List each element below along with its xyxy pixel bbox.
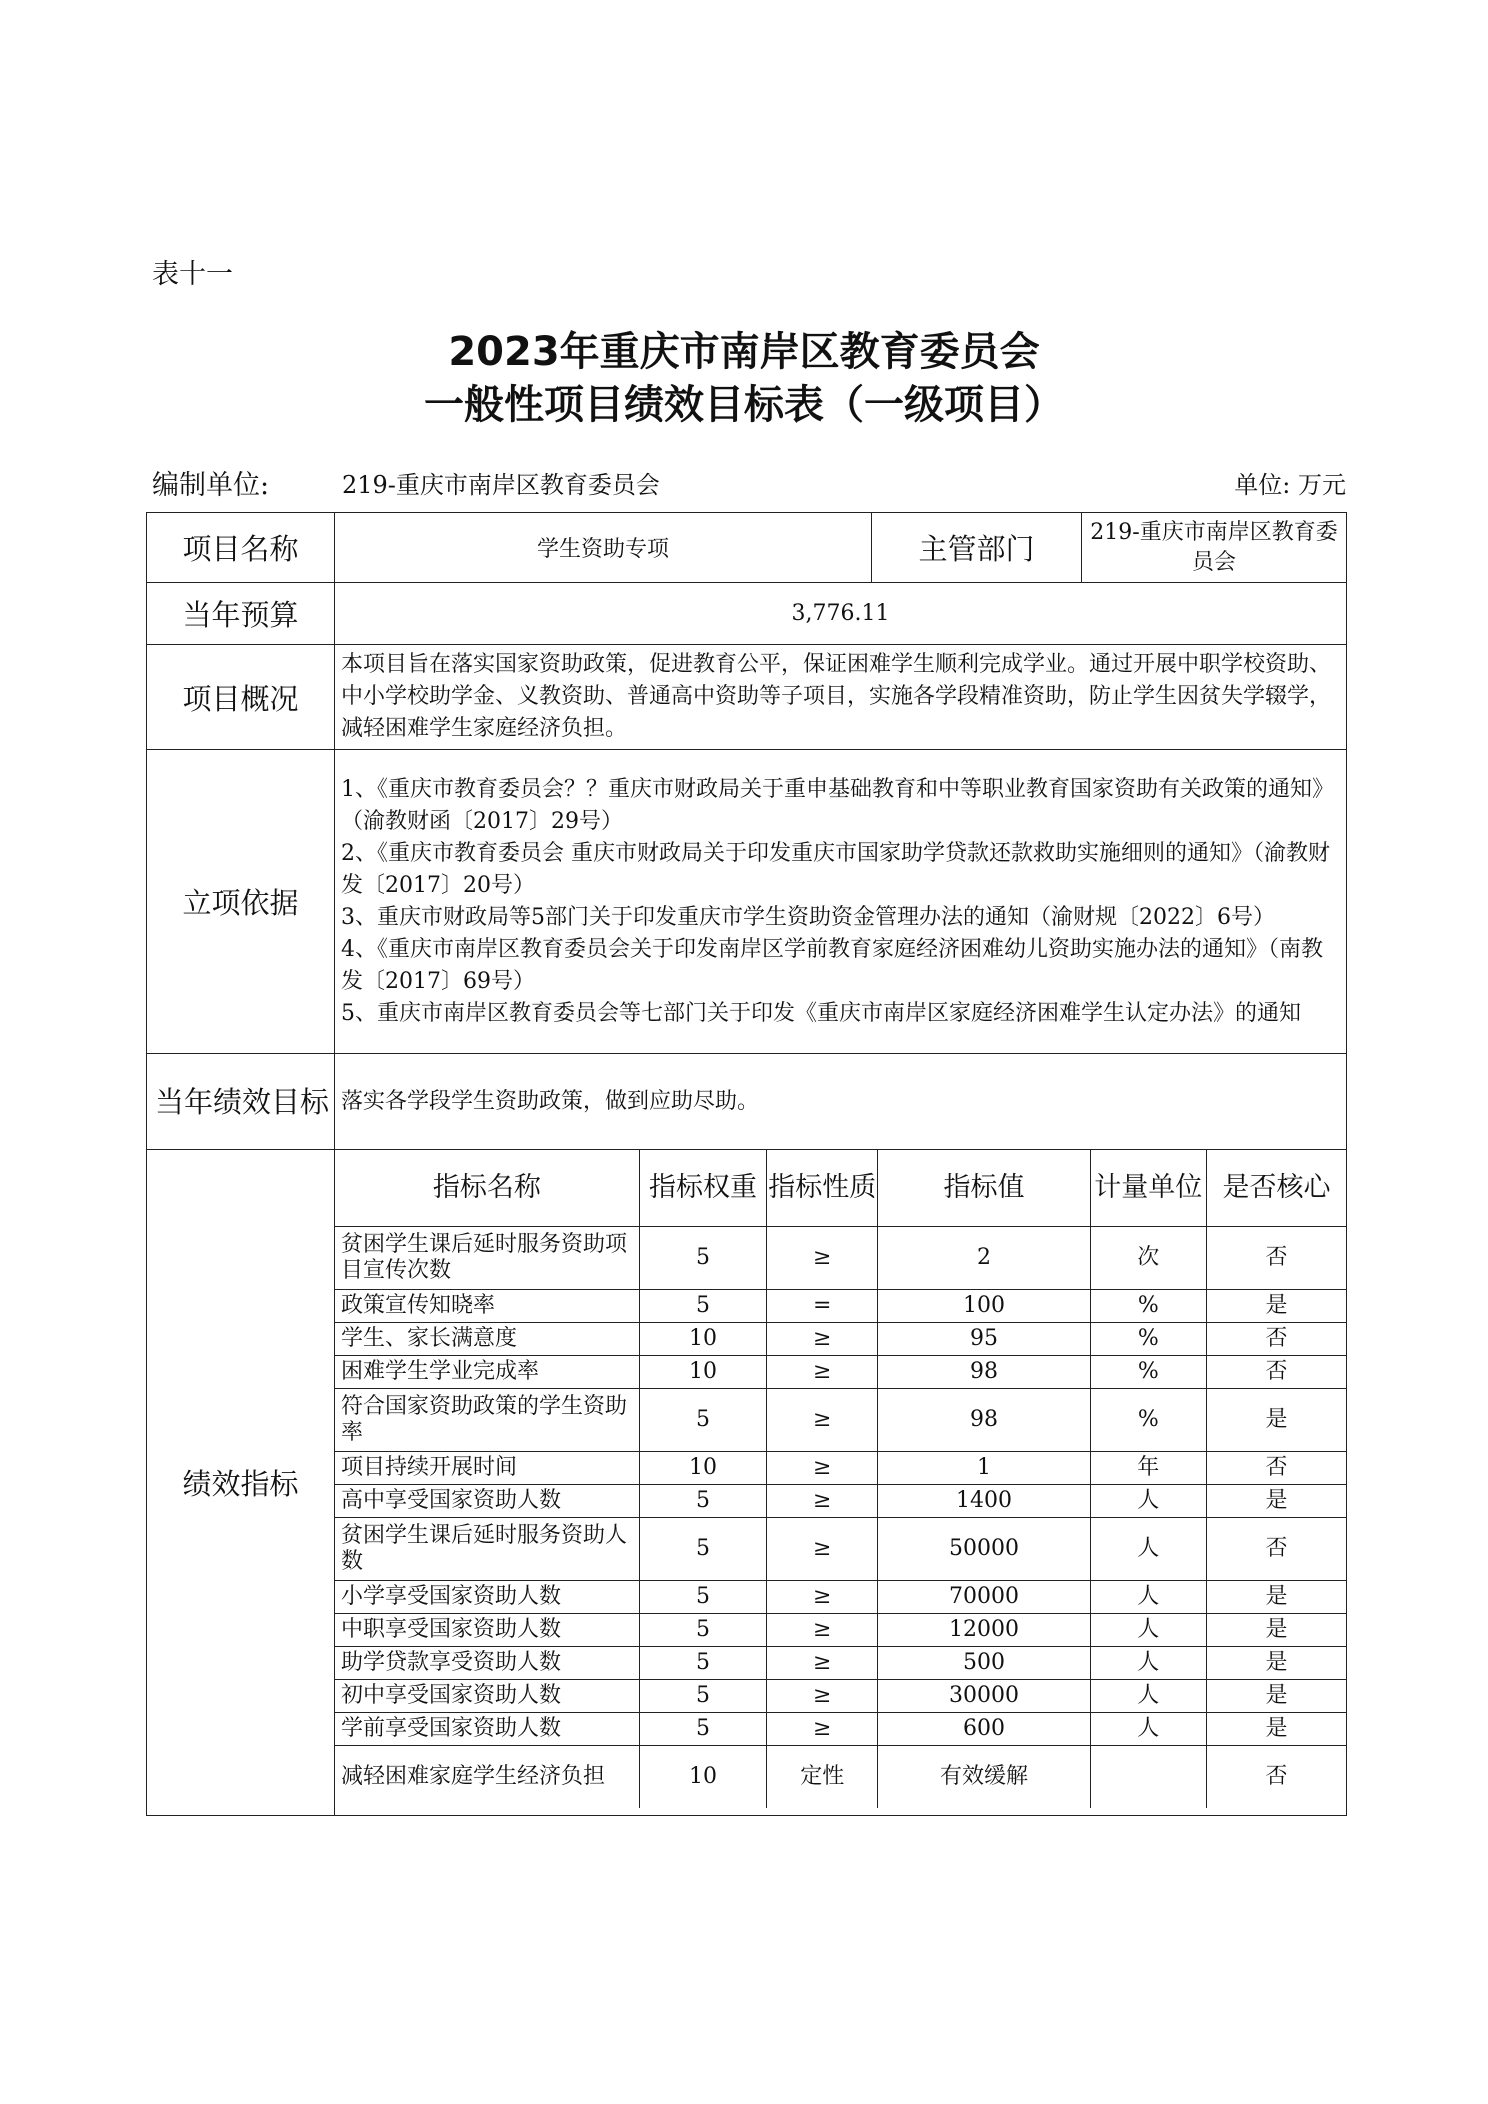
indicator-unit: % [1090,1355,1206,1388]
indicator-core: 否 [1206,1322,1346,1355]
header-indicator-name: 指标名称 [335,1150,639,1226]
overview-label: 项目概况 [147,645,335,750]
goal-label: 当年绩效目标 [147,1054,335,1150]
indicator-value: 50000 [878,1517,1090,1580]
indicator-name: 学前享受国家资助人数 [335,1712,639,1745]
indicator-weight: 5 [639,1289,766,1322]
indicator-core: 是 [1206,1613,1346,1646]
indicator-unit: 次 [1090,1226,1206,1289]
indicator-value: 1400 [878,1484,1090,1517]
indicator-core: 是 [1206,1388,1346,1451]
basis-item: 5、重庆市南岸区教育委员会等七部门关于印发《重庆市南岸区家庭经济困难学生认定办法》的通知 [341,1000,1302,1026]
indicator-section [147,1150,1347,1816]
indicator-row [335,1484,1346,1517]
indicator-row [335,1355,1346,1388]
indicator-nature: ≥ [767,1355,878,1388]
indicator-nature: ≥ [767,1484,878,1517]
indicator-row [335,1289,1346,1322]
indicator-row [335,1646,1346,1679]
dept-label: 主管部门 [872,513,1082,583]
indicator-unit: % [1090,1289,1206,1322]
indicator-row [335,1613,1346,1646]
indicator-core: 是 [1206,1712,1346,1745]
basis-item: 1、《重庆市教育委员会？？重庆市财政局关于重申基础教育和中等职业教育国家资助有关政策的通知》（渝教财函〔2017〕29号） [341,776,1335,834]
indicator-value: 600 [878,1712,1090,1745]
header-core: 是否核心 [1206,1150,1346,1226]
indicator-nature: ≥ [767,1580,878,1613]
compile-unit-name: 219-重庆市南岸区教育委员会 [342,471,660,499]
indicator-name: 中职享受国家资助人数 [335,1613,639,1646]
project-name-label: 项目名称 [147,513,335,583]
indicator-row [335,1517,1346,1580]
document-title-line1: 2023年重庆市南岸区教育委员会 [448,329,1040,375]
indicator-nature: ≥ [767,1679,878,1712]
indicator-name: 学生、家长满意度 [335,1322,639,1355]
basis-row [147,750,1347,1054]
indicator-value: 30000 [878,1679,1090,1712]
indicator-core: 是 [1206,1289,1346,1322]
compile-unit-label: 编制单位: [152,470,270,501]
indicator-table [335,1150,1346,1808]
budget-label: 当年预算 [147,583,335,645]
indicator-weight: 5 [639,1484,766,1517]
indicator-name: 小学享受国家资助人数 [335,1580,639,1613]
dept-value: 219-重庆市南岸区教育委员会 [1082,513,1347,583]
indicator-weight: 5 [639,1580,766,1613]
indicator-unit: 年 [1090,1451,1206,1484]
header-weight: 指标权重 [639,1150,766,1226]
indicator-row [335,1388,1346,1451]
indicator-nature: ≥ [767,1712,878,1745]
indicator-name: 贫困学生课后延时服务资助项目宣传次数 [335,1226,639,1289]
indicator-name: 初中享受国家资助人数 [335,1679,639,1712]
header-value: 指标值 [878,1150,1090,1226]
indicator-weight: 10 [639,1451,766,1484]
indicator-weight: 5 [639,1613,766,1646]
indicator-core: 否 [1206,1745,1346,1808]
indicator-unit: 人 [1090,1580,1206,1613]
indicator-value: 2 [878,1226,1090,1289]
currency-unit: 单位: 万元 [1234,471,1346,499]
indicator-nature: ≥ [767,1226,878,1289]
indicator-name: 减轻困难家庭学生经济负担 [335,1745,639,1808]
indicator-unit: % [1090,1322,1206,1355]
indicator-row [335,1226,1346,1289]
indicator-value: 98 [878,1388,1090,1451]
basis-item: 2、《重庆市教育委员会 重庆市财政局关于印发重庆市国家助学贷款还款救助实施细则的通知》（渝教财发〔2017〕20号） [341,840,1330,898]
indicator-core: 否 [1206,1226,1346,1289]
document-title-line2: 一般性项目绩效目标表（一级项目） [424,382,1064,428]
indicator-unit: 人 [1090,1484,1206,1517]
indicator-name: 困难学生学业完成率 [335,1355,639,1388]
overview-text: 本项目旨在落实国家资助政策，促进教育公平，保证困难学生顺利完成学业。通过开展中职学校资助、中小学校助学金、义教资助、普通高中资助等子项目，实施各学段精准资助，防止学生因贫失学辍学，减轻困难学生家庭经济负担。 [335,645,1347,750]
indicator-weight: 5 [639,1388,766,1451]
indicator-nature: 定性 [767,1745,878,1808]
indicator-cell [335,1150,1347,1816]
indicator-row [335,1580,1346,1613]
indicator-nature: ≥ [767,1322,878,1355]
indicator-label: 绩效指标 [147,1150,335,1816]
indicator-unit: 人 [1090,1712,1206,1745]
indicator-name: 符合国家资助政策的学生资助率 [335,1388,639,1451]
indicator-core: 是 [1206,1484,1346,1517]
indicator-unit [1090,1745,1206,1808]
indicator-row [335,1679,1346,1712]
overview-row [147,645,1347,750]
budget-value: 3,776.11 [335,583,1347,645]
indicator-nature: ≥ [767,1517,878,1580]
indicator-unit: 人 [1090,1613,1206,1646]
indicator-nature: ≥ [767,1388,878,1451]
indicator-core: 否 [1206,1355,1346,1388]
indicator-name: 项目持续开展时间 [335,1451,639,1484]
performance-table [146,512,1347,1816]
table-number-label: 表十一 [152,259,233,290]
indicator-weight: 10 [639,1322,766,1355]
indicator-row [335,1451,1346,1484]
indicator-name: 政策宣传知晓率 [335,1289,639,1322]
basis-list [335,750,1347,1054]
indicator-core: 是 [1206,1580,1346,1613]
indicator-weight: 10 [639,1355,766,1388]
header-nature: 指标性质 [767,1150,878,1226]
indicator-weight: 5 [639,1646,766,1679]
indicator-value: 95 [878,1322,1090,1355]
indicator-weight: 5 [639,1679,766,1712]
indicator-value: 100 [878,1289,1090,1322]
budget-row [147,583,1347,645]
project-name-row [147,513,1347,583]
header-unit: 计量单位 [1090,1150,1206,1226]
basis-item: 3、重庆市财政局等5部门关于印发重庆市学生资助资金管理办法的通知（渝财规〔2022〕6号） [341,904,1275,930]
project-name-value: 学生资助专项 [335,513,872,583]
indicator-row [335,1745,1346,1808]
indicator-weight: 5 [639,1226,766,1289]
indicator-unit: 人 [1090,1646,1206,1679]
indicator-value: 70000 [878,1580,1090,1613]
indicator-weight: 5 [639,1712,766,1745]
indicator-value: 有效缓解 [878,1745,1090,1808]
indicator-name: 高中享受国家资助人数 [335,1484,639,1517]
indicator-header-row [335,1150,1346,1226]
indicator-nature: ≥ [767,1646,878,1679]
indicator-core: 否 [1206,1517,1346,1580]
indicator-unit: 人 [1090,1679,1206,1712]
indicator-unit: 人 [1090,1517,1206,1580]
basis-item: 4、《重庆市南岸区教育委员会关于印发南岸区学前教育家庭经济困难幼儿资助实施办法的通知》（南教发〔2017〕69号） [341,936,1324,994]
indicator-nature: ≥ [767,1613,878,1646]
indicator-name: 助学贷款享受资助人数 [335,1646,639,1679]
indicator-core: 是 [1206,1646,1346,1679]
indicator-weight: 10 [639,1745,766,1808]
indicator-core: 是 [1206,1679,1346,1712]
goal-row [147,1054,1347,1150]
indicator-weight: 5 [639,1517,766,1580]
indicator-row [335,1322,1346,1355]
goal-text: 落实各学段学生资助政策，做到应助尽助。 [335,1054,1347,1150]
indicator-value: 12000 [878,1613,1090,1646]
indicator-value: 98 [878,1355,1090,1388]
indicator-nature: ≥ [767,1451,878,1484]
indicator-value: 1 [878,1451,1090,1484]
basis-label: 立项依据 [147,750,335,1054]
indicator-value: 500 [878,1646,1090,1679]
indicator-nature: = [767,1289,878,1322]
indicator-unit: % [1090,1388,1206,1451]
indicator-row [335,1712,1346,1745]
indicator-core: 否 [1206,1451,1346,1484]
indicator-name: 贫困学生课后延时服务资助人数 [335,1517,639,1580]
